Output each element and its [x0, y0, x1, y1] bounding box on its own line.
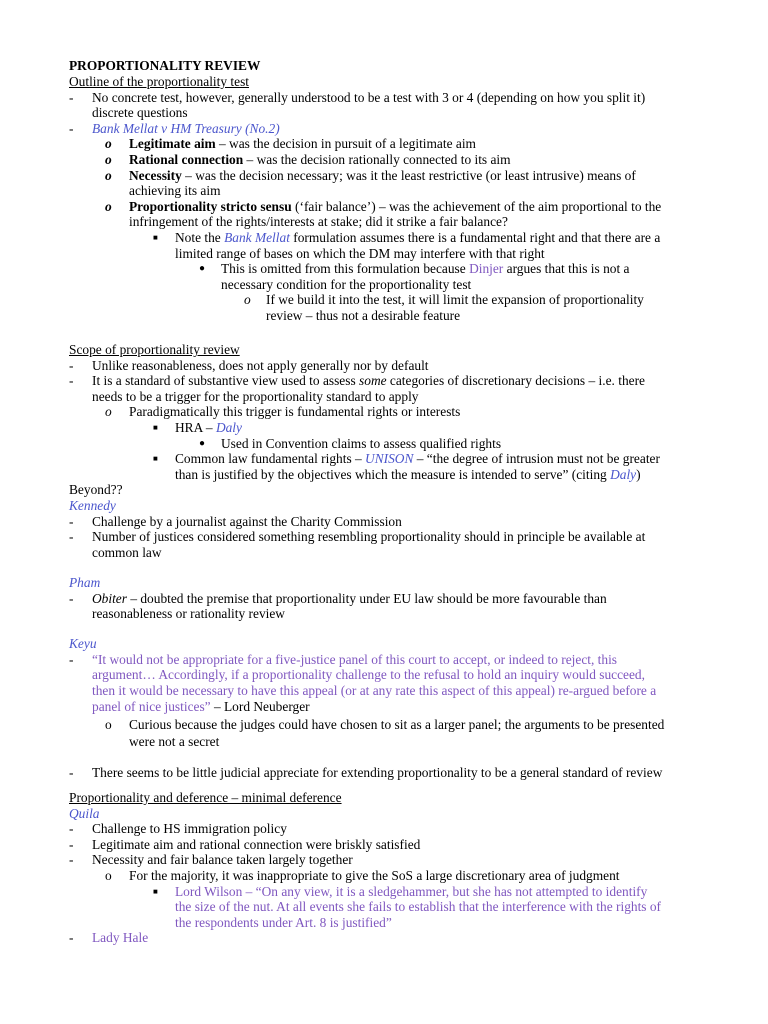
- case-heading: Pham: [69, 574, 101, 590]
- section-scope: [0, 342, 768, 780]
- section-deference: [0, 790, 768, 946]
- list-item: o If we build it into the test, it will limit the expansion of proportionality review – thus not a desirable feature: [244, 292, 644, 323]
- list-item: [0, 121, 768, 137]
- list-item: - Number of justices considered something resembling proportionality should in principle be available at common law: [69, 529, 646, 560]
- document-title: PROPORTIONALITY REVIEW: [69, 58, 261, 73]
- dot-bullet-icon: ●: [199, 437, 206, 449]
- beyond-label: Beyond??: [69, 482, 123, 498]
- dash-bullet: -: [69, 120, 74, 136]
- list-item: ● This is omitted from this formulation because Dinjer argues that this is not a necessary condition for the proportionality test: [199, 261, 630, 292]
- case-name: Bank Mellat v HM Treasury (No.2): [92, 120, 280, 136]
- list-item: - Legitimate aim and rational connection were briskly satisfied: [69, 836, 421, 852]
- case-name: Bank Mellat: [224, 229, 290, 245]
- section-outline: [0, 74, 768, 324]
- dash-bullet: -: [69, 764, 74, 780]
- dot-bullet-icon: ●: [199, 263, 206, 275]
- section-heading: Outline of the proportionality test: [69, 74, 249, 89]
- list-item: o Curious because the judges could have chosen to sit as a larger panel; the arguments to be presented were not a secret: [105, 717, 665, 750]
- square-bullet-icon: ■: [153, 232, 158, 242]
- list-item: ■ Common law fundamental rights – UNISON – “the degree of intrusion must not be greater than is justified by the objectives which the measure is intended to serve” (citing Daly): [153, 451, 660, 482]
- dash-bullet: -: [69, 513, 74, 529]
- circle-bullet: o: [105, 717, 112, 733]
- dash-bullet: -: [69, 852, 74, 868]
- dash-bullet: -: [69, 357, 74, 373]
- author-name: Dinjer: [469, 261, 504, 277]
- circle-bullet: o: [105, 151, 112, 167]
- list-item: o Proportionality stricto sensu (‘fair balance’) – was the achievement of the aim proportional to the infringement of the rights/interests at stake; did it strike a fair balance?: [105, 198, 662, 230]
- list-item: o Legitimate aim – was the decision in pursuit of a legitimate aim: [105, 136, 476, 152]
- case-name: UNISON: [365, 451, 414, 467]
- dash-bullet: -: [69, 89, 74, 105]
- circle-bullet: o: [105, 167, 112, 183]
- list-item: ■ HRA – Daly: [153, 419, 242, 435]
- dash-bullet: -: [69, 821, 74, 837]
- circle-bullet: o: [244, 292, 251, 308]
- list-item: - Obiter – doubted the premise that proportionality under EU law should be more favourable than reasonableness or rationality review: [69, 590, 607, 622]
- square-bullet-icon: ■: [153, 454, 158, 464]
- list-item: - Challenge by a journalist against the Charity Commission: [69, 513, 402, 529]
- dash-bullet: -: [69, 930, 74, 946]
- dash-bullet: -: [69, 836, 74, 852]
- list-item: - Necessity and fair balance taken largely together: [69, 852, 353, 868]
- dash-bullet: -: [69, 529, 74, 545]
- list-item: - Lady Hale: [69, 930, 149, 946]
- list-item: ● Used in Convention claims to assess qualified rights: [199, 435, 502, 451]
- list-item: - It is a standard of substantive view used to assess some categories of discretionary decisions – i.e. there needs to be a trigger for the proportionality standard to apply: [69, 373, 645, 404]
- circle-bullet: o: [105, 136, 112, 152]
- section-heading: Scope of proportionality review: [69, 342, 240, 357]
- list-item: - Challenge to HS immigration policy: [69, 821, 287, 837]
- list-item: o Rational connection – was the decision rationally connected to its aim: [105, 151, 511, 167]
- case-heading: Kennedy: [69, 497, 116, 513]
- list-item: o Necessity – was the decision necessary; was it the least restrictive (or least intrusive) means of achieving its aim: [105, 167, 636, 199]
- list-item: - There seems to be little judicial appreciate for extending proportionality to be a general standard of review: [69, 764, 663, 780]
- dash-bullet: -: [69, 373, 74, 389]
- list-item: - No concrete test, however, generally understood to be a test with 3 or 4 (depending on how you split it) discrete questions: [69, 89, 646, 121]
- square-bullet-icon: ■: [153, 886, 158, 896]
- dash-bullet: -: [69, 651, 74, 667]
- circle-bullet: o: [105, 867, 112, 883]
- list-item: o Paradigmatically this trigger is fundamental rights or interests: [105, 404, 461, 420]
- case-heading: Keyu: [69, 636, 97, 652]
- list-item: o For the majority, it was inappropriate to give the SoS a large discretionary area of judgment: [105, 867, 620, 883]
- circle-bullet: o: [105, 198, 112, 214]
- list-item: - Unlike reasonableness, does not apply generally nor by default: [69, 357, 429, 373]
- quote-item: - “It would not be appropriate for a five-justice panel of this court to accept, or indeed to reject, this argument… Accordingly, if a proportionality challenge to the refusal to hold an inquiry would succeed, then it would be necessary to have this appeal (or at any rate this aspect of this appeal) re-argued before a panel of nice justices” – Lord Neuberger: [69, 651, 657, 714]
- square-bullet-icon: ■: [153, 422, 158, 432]
- dash-bullet: -: [69, 590, 74, 606]
- quote-item: ■ Lord Wilson – “On any view, it is a sledgehammer, but she has not attempted to identify the size of the nut. At all events she fails to establish that the interference with the rights of the respondents under Art. 8 is justified”: [153, 883, 662, 930]
- list-item: ■ Note the Bank Mellat formulation assumes there is a fundamental right and that there are a limited range of bases on which the DM may interfere with that right: [153, 229, 661, 261]
- circle-bullet: o: [105, 404, 112, 420]
- section-heading: Proportionality and deference – minimal deference: [69, 790, 342, 805]
- case-name: Daly: [215, 419, 242, 435]
- case-name: Daly: [610, 466, 637, 482]
- case-heading: Quila: [69, 805, 100, 821]
